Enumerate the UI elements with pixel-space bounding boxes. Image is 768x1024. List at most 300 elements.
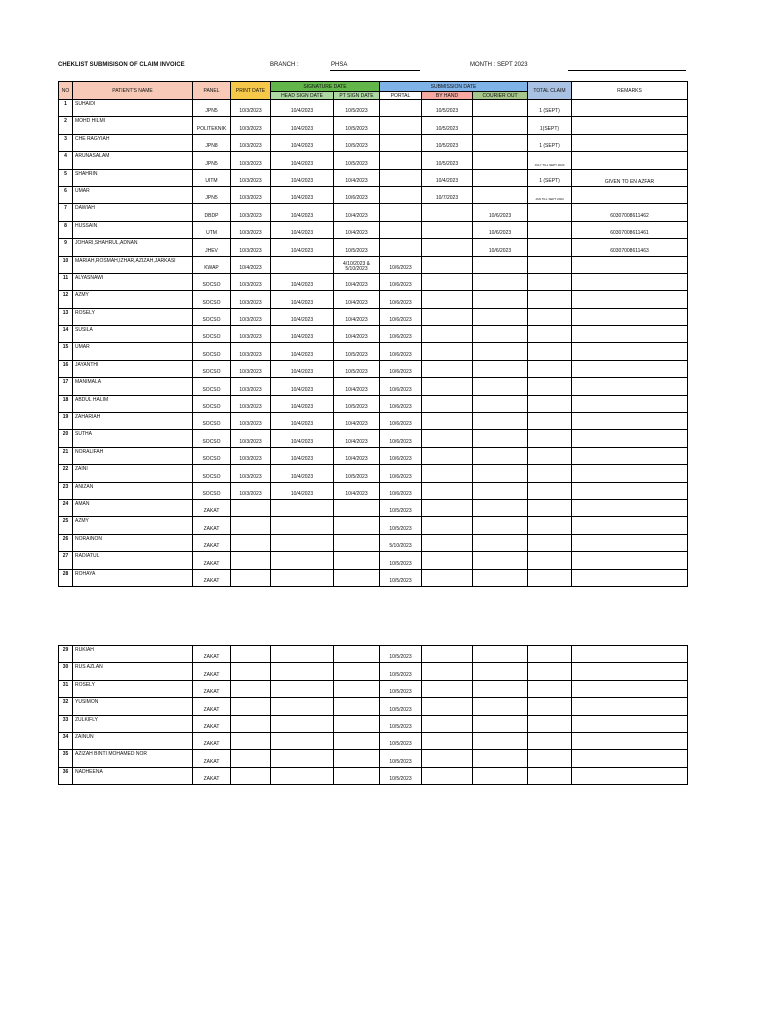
by-hand-date-cell xyxy=(422,343,473,360)
courier-out-date-cell xyxy=(473,482,528,499)
head-sign-date-cell xyxy=(271,134,334,151)
panel-cell-text: SOCSO xyxy=(202,490,221,497)
total-claim-cell xyxy=(528,308,572,325)
head-sign-date-cell xyxy=(271,413,334,430)
pt-sign-date-cell-text: 10/4/2023 xyxy=(345,230,368,237)
courier-out-date-cell xyxy=(473,256,528,273)
row-no: 3 xyxy=(59,134,73,151)
panel-cell xyxy=(193,680,231,697)
row-no: 14 xyxy=(59,326,73,343)
head-sign-date-cell xyxy=(271,767,334,784)
courier-out-date-cell xyxy=(473,273,528,290)
patient-name: DAWIAH xyxy=(73,204,193,221)
remarks-cell xyxy=(572,482,688,499)
remarks-cell xyxy=(572,100,688,117)
remarks-cell xyxy=(572,767,688,784)
pt-sign-date-cell-text: 10/4/2023 xyxy=(345,177,368,184)
total-claim-cell xyxy=(528,447,572,464)
remarks-cell xyxy=(572,239,688,256)
table-row xyxy=(59,273,688,290)
table-row xyxy=(59,360,688,377)
remarks-cell xyxy=(572,413,688,430)
total-claim-cell xyxy=(528,430,572,447)
panel-cell-text: ZAKAT xyxy=(203,706,220,713)
portal-date-cell xyxy=(380,715,422,732)
portal-date-cell-text: 10/6/2023 xyxy=(389,386,412,393)
portal-date-cell-text: 10/6/2023 xyxy=(389,490,412,497)
head-sign-date-cell xyxy=(271,186,334,203)
table-row xyxy=(59,732,688,749)
branch-value: PHSA xyxy=(331,62,348,68)
row-no: 20 xyxy=(59,430,73,447)
print-date-cell-text: 10/3/2023 xyxy=(239,421,262,428)
row-no: 24 xyxy=(59,499,73,516)
table-row xyxy=(59,100,688,117)
print-date-cell-text: 10/3/2023 xyxy=(239,230,262,237)
total-claim-cell xyxy=(528,221,572,238)
table-row xyxy=(59,186,688,203)
pt-sign-date-cell xyxy=(334,395,380,412)
print-date-cell-text: 10/3/2023 xyxy=(239,282,262,289)
portal-date-cell-text: 10/6/2023 xyxy=(389,299,412,306)
head-sign-date-cell xyxy=(271,465,334,482)
head-sign-date-cell xyxy=(271,715,334,732)
head-sign-date-cell xyxy=(271,552,334,569)
remarks-cell xyxy=(572,134,688,151)
portal-date-cell-text: 10/5/2023 xyxy=(389,758,412,765)
total-claim-cell xyxy=(528,186,572,203)
header-signature-date: SIGNATURE DATE xyxy=(271,82,380,92)
total-claim-cell xyxy=(528,395,572,412)
print-date-cell-text: 10/3/2023 xyxy=(239,247,262,254)
row-no: 5 xyxy=(59,169,73,186)
patient-name: SHAHRIN xyxy=(73,169,193,186)
by-hand-date-cell xyxy=(422,569,473,586)
panel-cell xyxy=(193,186,231,203)
portal-date-cell-text: 10/6/2023 xyxy=(389,456,412,463)
patient-name: MOHD HILMI xyxy=(73,117,193,134)
remarks-cell xyxy=(572,750,688,767)
head-sign-date-cell xyxy=(271,680,334,697)
panel-cell xyxy=(193,343,231,360)
print-date-cell-text: 10/3/2023 xyxy=(239,473,262,480)
print-date-cell xyxy=(231,569,271,586)
by-hand-date-cell xyxy=(422,134,473,151)
pt-sign-date-cell-text: 10/5/2023 xyxy=(345,369,368,376)
by-hand-date-cell xyxy=(422,378,473,395)
patient-name: RUS AZLAN xyxy=(73,663,193,680)
header-submission-date: SUBMISSION DATE xyxy=(380,82,528,92)
by-hand-date-cell-text: 10/5/2023 xyxy=(435,160,459,167)
head-sign-date-cell xyxy=(271,204,334,221)
patient-name: NADHEENA xyxy=(73,767,193,784)
total-claim-cell xyxy=(528,750,572,767)
portal-date-cell xyxy=(380,256,422,273)
remarks-cell xyxy=(572,308,688,325)
pt-sign-date-cell-text: 10/5/2023 xyxy=(345,108,368,115)
total-claim-cell xyxy=(528,326,572,343)
total-claim-cell xyxy=(528,499,572,516)
patient-name: AZMY xyxy=(73,291,193,308)
panel-cell-text: JPN5 xyxy=(205,195,218,202)
portal-date-cell-text: 10/6/2023 xyxy=(389,264,412,271)
head-sign-date-cell xyxy=(271,360,334,377)
row-no: 8 xyxy=(59,221,73,238)
pt-sign-date-cell xyxy=(334,186,380,203)
pt-sign-date-cell xyxy=(334,767,380,784)
head-sign-date-cell-text: 10/4/2023 xyxy=(290,369,314,376)
total-claim-cell xyxy=(528,343,572,360)
by-hand-date-cell xyxy=(422,152,473,169)
table-row xyxy=(59,134,688,151)
row-no: 4 xyxy=(59,152,73,169)
row-no: 18 xyxy=(59,395,73,412)
courier-out-date-cell xyxy=(473,186,528,203)
print-date-cell xyxy=(231,326,271,343)
panel-cell xyxy=(193,239,231,256)
courier-out-date-cell-text: 10/6/2023 xyxy=(488,212,512,219)
head-sign-date-cell-text: 10/4/2023 xyxy=(290,108,314,115)
panel-cell xyxy=(193,663,231,680)
patient-name: MANIMALA xyxy=(73,378,193,395)
by-hand-date-cell xyxy=(422,100,473,117)
head-sign-date-cell xyxy=(271,663,334,680)
courier-out-date-cell xyxy=(473,221,528,238)
print-date-cell xyxy=(231,517,271,534)
portal-date-cell xyxy=(380,326,422,343)
print-date-cell-text: 10/3/2023 xyxy=(239,212,262,219)
total-claim-cell xyxy=(528,239,572,256)
table-row xyxy=(59,256,688,273)
row-no: 11 xyxy=(59,273,73,290)
panel-cell xyxy=(193,750,231,767)
print-date-cell xyxy=(231,291,271,308)
patient-name: CHE RAGYIAH xyxy=(73,134,193,151)
row-no: 2 xyxy=(59,117,73,134)
remarks-cell xyxy=(572,395,688,412)
head-sign-date-cell xyxy=(271,169,334,186)
by-hand-date-cell xyxy=(422,430,473,447)
panel-cell-text: SOCSO xyxy=(202,351,221,358)
portal-date-cell-text: 10/6/2023 xyxy=(389,404,412,411)
patient-name: NORAINON xyxy=(73,534,193,551)
pt-sign-date-cell xyxy=(334,732,380,749)
table-row xyxy=(59,569,688,586)
head-sign-date-cell xyxy=(271,273,334,290)
print-date-cell xyxy=(231,430,271,447)
panel-cell xyxy=(193,395,231,412)
portal-date-cell xyxy=(380,430,422,447)
remarks-cell-text: 60307008611462 xyxy=(610,212,649,219)
pt-sign-date-cell xyxy=(334,239,380,256)
patient-name: AZIZAH BINTI MOHAMED NOR xyxy=(73,750,193,767)
portal-date-cell-text: 10/6/2023 xyxy=(389,438,412,445)
patient-name: NORALIFAH xyxy=(73,447,193,464)
pt-sign-date-cell-text: 10/5/2023 xyxy=(345,143,368,150)
portal-date-cell xyxy=(380,308,422,325)
portal-date-cell xyxy=(380,569,422,586)
courier-out-date-cell xyxy=(473,413,528,430)
table-row xyxy=(59,169,688,186)
portal-date-cell xyxy=(380,204,422,221)
table-row xyxy=(59,698,688,715)
courier-out-date-cell xyxy=(473,663,528,680)
portal-date-cell xyxy=(380,378,422,395)
pt-sign-date-cell xyxy=(334,134,380,151)
remarks-cell xyxy=(572,517,688,534)
portal-date-cell-text: 10/6/2023 xyxy=(389,369,412,376)
by-hand-date-cell xyxy=(422,117,473,134)
patient-name: RADIATUL xyxy=(73,552,193,569)
pt-sign-date-cell-text: 10/5/2023 xyxy=(345,160,368,167)
courier-out-date-cell xyxy=(473,395,528,412)
total-claim-cell xyxy=(528,256,572,273)
patient-name: ARUNASALAM xyxy=(73,152,193,169)
pt-sign-date-cell xyxy=(334,360,380,377)
panel-cell xyxy=(193,256,231,273)
head-sign-date-cell-text: 10/4/2023 xyxy=(290,195,314,202)
courier-out-date-cell xyxy=(473,569,528,586)
courier-out-date-cell xyxy=(473,465,528,482)
panel-cell xyxy=(193,447,231,464)
head-sign-date-cell-text: 10/4/2023 xyxy=(290,351,314,358)
panel-cell xyxy=(193,430,231,447)
panel-cell xyxy=(193,646,231,663)
table-row xyxy=(59,221,688,238)
head-sign-date-cell-text: 10/4/2023 xyxy=(290,160,314,167)
total-claim-cell-text: 1 (SEPT) xyxy=(539,108,560,115)
pt-sign-date-cell xyxy=(334,204,380,221)
pt-sign-date-cell xyxy=(334,646,380,663)
month-underline xyxy=(568,70,686,71)
remarks-cell xyxy=(572,152,688,169)
row-no: 15 xyxy=(59,343,73,360)
pt-sign-date-cell xyxy=(334,273,380,290)
row-no: 17 xyxy=(59,378,73,395)
print-date-cell xyxy=(231,447,271,464)
panel-cell-text: JPN8 xyxy=(205,143,218,150)
print-date-cell xyxy=(231,663,271,680)
row-no: 13 xyxy=(59,308,73,325)
courier-out-date-cell xyxy=(473,360,528,377)
print-date-cell xyxy=(231,534,271,551)
patient-name: ANIZAN xyxy=(73,482,193,499)
table-row xyxy=(59,291,688,308)
total-claim-cell xyxy=(528,715,572,732)
patient-name: ZAINI xyxy=(73,465,193,482)
print-date-cell xyxy=(231,204,271,221)
panel-cell-text: SOCSO xyxy=(202,404,221,411)
table-row xyxy=(59,343,688,360)
head-sign-date-cell-text: 10/4/2023 xyxy=(290,143,314,150)
remarks-cell-text: 60307008611463 xyxy=(610,247,649,254)
print-date-cell xyxy=(231,186,271,203)
patient-name: ZAINUN xyxy=(73,732,193,749)
panel-cell-text: ZAKAT xyxy=(203,689,220,696)
table-row xyxy=(59,117,688,134)
pt-sign-date-cell xyxy=(334,413,380,430)
portal-date-cell-text: 10/5/2023 xyxy=(389,577,412,584)
pt-sign-date-cell-text: 10/4/2023 xyxy=(345,490,368,497)
row-no: 32 xyxy=(59,698,73,715)
by-hand-date-cell xyxy=(422,767,473,784)
row-no: 21 xyxy=(59,447,73,464)
header-total-claim: TOTAL CLAIM xyxy=(528,82,572,100)
print-date-cell xyxy=(231,465,271,482)
panel-cell xyxy=(193,117,231,134)
table-row xyxy=(59,326,688,343)
print-date-cell-text: 10/3/2023 xyxy=(239,177,262,184)
portal-date-cell xyxy=(380,186,422,203)
patient-name: JOHARI,SHAHRUL,ADNAN xyxy=(73,239,193,256)
header-pt-sign-date: PT SIGN DATE xyxy=(334,92,380,100)
total-claim-cell xyxy=(528,646,572,663)
remarks-cell xyxy=(572,646,688,663)
print-date-cell xyxy=(231,552,271,569)
panel-cell-text: ZAKAT xyxy=(203,508,220,515)
print-date-cell-text: 10/3/2023 xyxy=(239,299,262,306)
by-hand-date-cell xyxy=(422,517,473,534)
portal-date-cell-text: 5/10/2023 xyxy=(389,543,412,550)
courier-out-date-cell xyxy=(473,326,528,343)
table-row xyxy=(59,552,688,569)
head-sign-date-cell xyxy=(271,395,334,412)
head-sign-date-cell-text: 10/4/2023 xyxy=(290,247,314,254)
head-sign-date-cell xyxy=(271,447,334,464)
row-no: 30 xyxy=(59,663,73,680)
panel-cell-text: POLITEKNIK xyxy=(196,125,227,132)
pt-sign-date-cell xyxy=(334,715,380,732)
panel-cell-text: ZAKAT xyxy=(203,560,220,567)
table-row xyxy=(59,239,688,256)
portal-date-cell xyxy=(380,239,422,256)
patient-name: ROHAYA xyxy=(73,569,193,586)
courier-out-date-cell xyxy=(473,552,528,569)
pt-sign-date-cell xyxy=(334,221,380,238)
patient-name: AMAN xyxy=(73,499,193,516)
panel-cell xyxy=(193,152,231,169)
portal-date-cell xyxy=(380,534,422,551)
by-hand-date-cell xyxy=(422,465,473,482)
courier-out-date-cell xyxy=(473,204,528,221)
portal-date-cell xyxy=(380,273,422,290)
pt-sign-date-cell xyxy=(334,482,380,499)
pt-sign-date-cell xyxy=(334,169,380,186)
courier-out-date-cell-text: 10/6/2023 xyxy=(488,230,512,237)
pt-sign-date-cell-text: 10/4/2023 xyxy=(345,421,368,428)
total-claim-cell xyxy=(528,152,572,169)
portal-date-cell-text: 10/5/2023 xyxy=(389,654,412,661)
row-no: 26 xyxy=(59,534,73,551)
total-claim-cell xyxy=(528,552,572,569)
pt-sign-date-cell xyxy=(334,378,380,395)
head-sign-date-cell xyxy=(271,698,334,715)
table-row xyxy=(59,447,688,464)
print-date-cell xyxy=(231,482,271,499)
pt-sign-date-cell xyxy=(334,534,380,551)
panel-cell-text: SOCSO xyxy=(202,438,221,445)
panel-cell-text: ZAKAT xyxy=(203,741,220,748)
total-claim-cell-text: 1 (SEPT) xyxy=(539,177,560,184)
courier-out-date-cell xyxy=(473,715,528,732)
patient-name: ZAHARIAH xyxy=(73,413,193,430)
courier-out-date-cell xyxy=(473,134,528,151)
courier-out-date-cell xyxy=(473,239,528,256)
print-date-cell xyxy=(231,117,271,134)
pt-sign-date-cell xyxy=(334,517,380,534)
patient-name: ROSELY xyxy=(73,680,193,697)
panel-cell-text: ZAKAT xyxy=(203,654,220,661)
panel-cell-text: SOCSO xyxy=(202,456,221,463)
total-claim-cell-text: JULY TILL SEPT 2023 xyxy=(534,162,565,167)
head-sign-date-cell xyxy=(271,291,334,308)
portal-date-cell xyxy=(380,395,422,412)
head-sign-date-cell-text: 10/4/2023 xyxy=(290,334,314,341)
panel-cell xyxy=(193,482,231,499)
courier-out-date-cell-text: 10/6/2023 xyxy=(488,247,512,254)
table-row xyxy=(59,395,688,412)
portal-date-cell-text: 10/6/2023 xyxy=(389,351,412,358)
remarks-cell xyxy=(572,447,688,464)
remarks-cell xyxy=(572,732,688,749)
claim-table-page-1 xyxy=(58,81,688,587)
total-claim-cell xyxy=(528,291,572,308)
portal-date-cell-text: 10/5/2023 xyxy=(389,776,412,783)
by-hand-date-cell xyxy=(422,750,473,767)
print-date-cell-text: 10/3/2023 xyxy=(239,351,262,358)
portal-date-cell xyxy=(380,134,422,151)
portal-date-cell xyxy=(380,465,422,482)
pt-sign-date-cell-text: 10/4/2023 xyxy=(345,212,368,219)
patient-name: ZULKIFLY xyxy=(73,715,193,732)
total-claim-cell xyxy=(528,663,572,680)
patient-name: SUTHA xyxy=(73,430,193,447)
remarks-cell xyxy=(572,663,688,680)
portal-date-cell xyxy=(380,517,422,534)
print-date-cell xyxy=(231,413,271,430)
portal-date-cell-text: 10/6/2023 xyxy=(389,334,412,341)
remarks-cell xyxy=(572,291,688,308)
panel-cell-text: SOCSO xyxy=(202,386,221,393)
print-date-cell xyxy=(231,100,271,117)
portal-date-cell xyxy=(380,646,422,663)
total-claim-cell xyxy=(528,569,572,586)
courier-out-date-cell xyxy=(473,291,528,308)
remarks-cell-text: GIVEN TO EN AZFAR xyxy=(604,178,655,185)
total-claim-cell xyxy=(528,698,572,715)
pt-sign-date-cell xyxy=(334,430,380,447)
print-date-cell xyxy=(231,360,271,377)
head-sign-date-cell-text: 10/4/2023 xyxy=(290,317,314,324)
patient-name: HUSSAIN xyxy=(73,221,193,238)
head-sign-date-cell xyxy=(271,517,334,534)
remarks-cell xyxy=(572,343,688,360)
panel-cell xyxy=(193,273,231,290)
panel-cell xyxy=(193,715,231,732)
portal-date-cell-text: 10/5/2023 xyxy=(389,689,412,696)
courier-out-date-cell xyxy=(473,117,528,134)
by-hand-date-cell xyxy=(422,499,473,516)
portal-date-cell xyxy=(380,552,422,569)
patient-name: RUKIAH xyxy=(73,646,193,663)
print-date-cell xyxy=(231,134,271,151)
remarks-cell xyxy=(572,430,688,447)
table-row xyxy=(59,680,688,697)
panel-cell-text: ZAKAT xyxy=(203,671,220,678)
portal-date-cell xyxy=(380,413,422,430)
head-sign-date-cell xyxy=(271,221,334,238)
pt-sign-date-cell xyxy=(334,308,380,325)
